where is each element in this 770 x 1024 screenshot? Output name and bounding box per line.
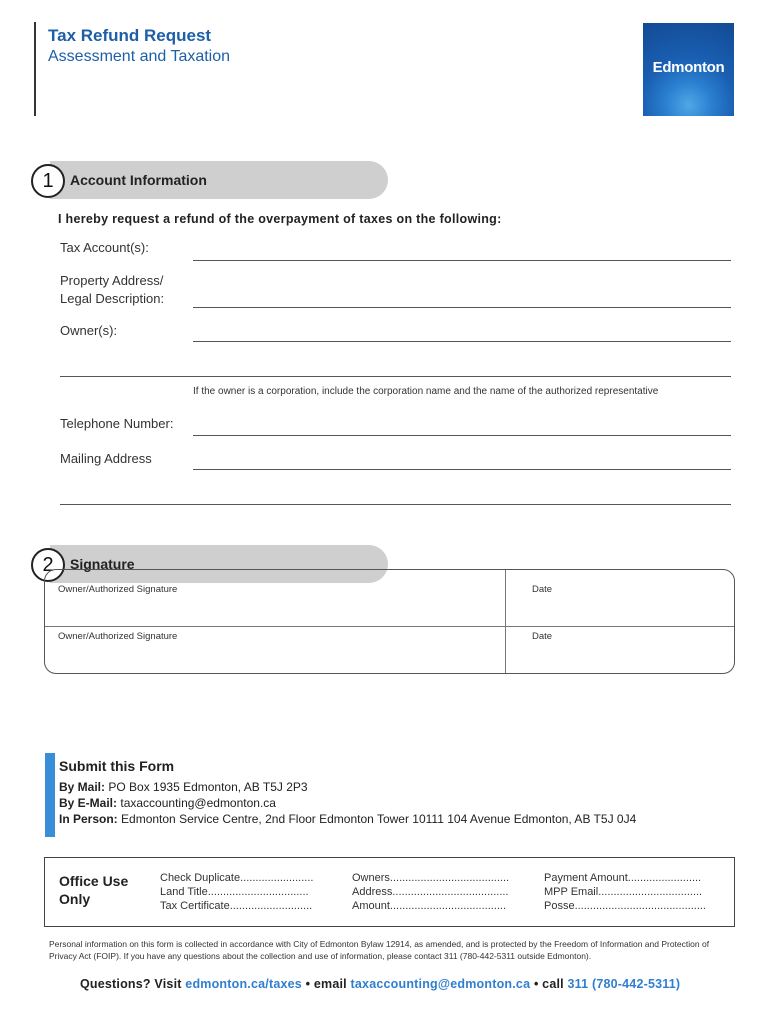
- office-col-3: [544, 871, 706, 913]
- questions-prefix: Questions? Visit: [80, 977, 182, 991]
- office-use-title-line-2: Only: [59, 891, 91, 907]
- submit-in-person: [59, 812, 636, 826]
- office-col-2: [352, 871, 509, 913]
- signature-field-1[interactable]: Owner/Authorized Signature: [58, 584, 178, 595]
- date-field-2[interactable]: Date: [532, 631, 553, 642]
- amount-item: Amount......................................: [352, 900, 507, 912]
- owners-label: Owner(s):: [60, 323, 118, 338]
- refund-intro: I hereby request a refund of the overpayment of taxes on the following:: [58, 212, 502, 226]
- mailing-address-label: Mailing Address: [60, 451, 152, 466]
- owners-field[interactable]: [193, 341, 731, 342]
- address-item: Address......................................: [352, 886, 509, 898]
- property-address-field[interactable]: [193, 307, 731, 308]
- email-label: By E-Mail:: [59, 796, 118, 810]
- corporation-note: If the owner is a corporation, include the corporation name and the name of the authorized representative: [193, 386, 659, 397]
- section-1-number: 1: [31, 164, 65, 198]
- edmonton-logo: [643, 23, 734, 116]
- form-subtitle: Assessment and Taxation: [48, 48, 231, 65]
- mpp-email-item: MPP Email..................................: [544, 886, 703, 898]
- office-use-box: [44, 857, 735, 927]
- section-2-number: 2: [31, 548, 65, 582]
- submit-mail: [59, 780, 308, 794]
- mail-address: PO Box 1935 Edmonton, AB T5J 2P3: [108, 780, 308, 794]
- questions-footer: [80, 977, 680, 991]
- office-use-title-line-1: Office Use: [59, 873, 129, 889]
- signature-table: [44, 569, 735, 674]
- privacy-notice: Personal information on this form is collected in accordance with City of Edmonton Bylaw 12914, as amended, and is protected by the Freedom of Information and Protection of Privacy Act (FOIP). If you have any questions about the collection and use of information, please contact 311 (780-442-5311 outside Edmonton).: [49, 939, 710, 961]
- section-1-title: Account Information: [70, 172, 207, 188]
- tax-account-field[interactable]: [193, 260, 731, 261]
- office-use-title: [59, 872, 128, 908]
- email-address[interactable]: taxaccounting@edmonton.ca: [120, 796, 276, 810]
- tax-certificate-item: Tax Certificate...........................: [160, 900, 313, 912]
- payment-amount-item: Payment Amount........................: [544, 872, 702, 884]
- telephone-field[interactable]: [193, 435, 731, 436]
- mail-label: By Mail:: [59, 780, 106, 794]
- posse-item: Posse...........................................: [544, 900, 706, 912]
- land-title-item: Land Title.................................: [160, 886, 309, 898]
- property-address-label-1: Property Address/: [60, 273, 164, 288]
- website-link[interactable]: edmonton.ca/taxes: [185, 977, 302, 991]
- in-person-label: In Person:: [59, 812, 118, 826]
- submit-accent-bar: [45, 753, 55, 837]
- signature-field-2[interactable]: Owner/Authorized Signature: [58, 631, 178, 642]
- signature-divider: [45, 626, 734, 627]
- office-col-1: [160, 871, 313, 913]
- tax-account-label: Tax Account(s):: [60, 240, 149, 255]
- phone-link[interactable]: 311 (780-442-5311): [567, 977, 681, 991]
- telephone-label: Telephone Number:: [60, 416, 174, 431]
- date-divider: [505, 570, 506, 673]
- mailing-address-field[interactable]: [193, 469, 731, 470]
- email-link[interactable]: taxaccounting@edmonton.ca: [350, 977, 531, 991]
- submit-title: Submit this Form: [59, 758, 175, 774]
- owners-field-extra[interactable]: [60, 376, 731, 377]
- date-field-1[interactable]: Date: [532, 584, 553, 595]
- property-address-label-2: Legal Description:: [60, 291, 165, 306]
- header-rule: [34, 22, 36, 116]
- check-duplicate-item: Check Duplicate........................: [160, 872, 314, 884]
- section-2-title: Signature: [70, 556, 135, 572]
- call-prefix: • call: [533, 977, 564, 991]
- mailing-address-field-extra[interactable]: [60, 504, 731, 505]
- owners-item: Owners.......................................: [352, 872, 510, 884]
- submit-email: [59, 796, 276, 810]
- logo-text: Edmonton: [652, 59, 725, 76]
- email-prefix: • email: [305, 977, 347, 991]
- in-person-address: Edmonton Service Centre, 2nd Floor Edmonton Tower 10111 104 Avenue Edmonton, AB T5J 0J4: [121, 812, 637, 826]
- form-title: Tax Refund Request: [48, 26, 212, 45]
